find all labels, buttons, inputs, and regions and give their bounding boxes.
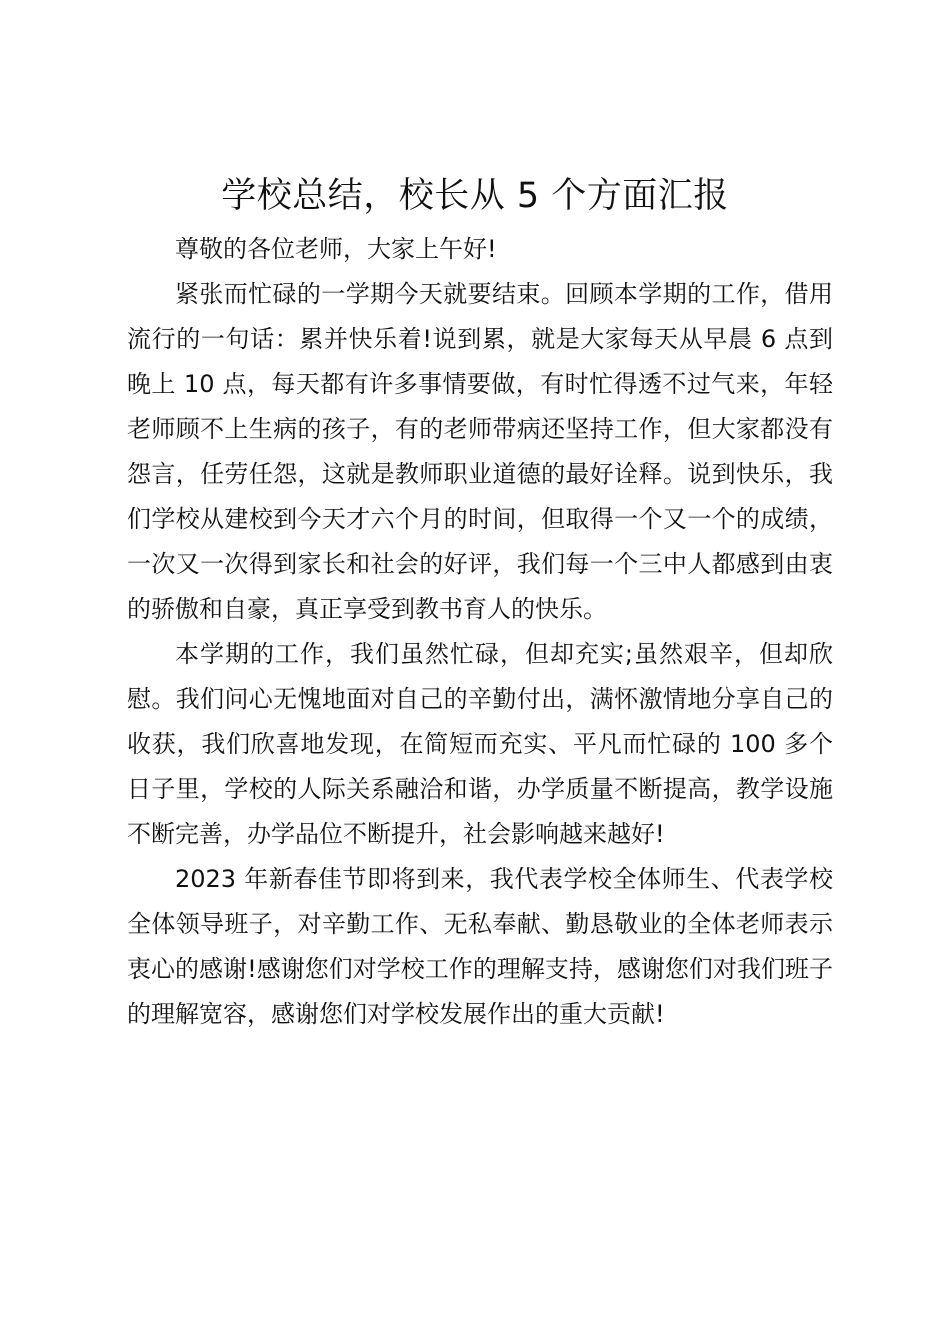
paragraph-2: 本学期的工作，我们虽然忙碌，但却充实;虽然艰辛，但却欣慰。我们问心无愧地面对自己的辛勤付出，满怀激情地分享自己的收获，我们欣喜地发现，在简短而充实、平凡而忙碌的 100 多个日子里，学校的人际关系融洽和谐，办学质量不断提高，教学设施不断完善，办学品位不断提升，社会影响越来越好! <box>127 640 833 848</box>
document-title: 学校总结，校长从 5 个方面汇报 <box>221 176 729 216</box>
paragraph-3: 2023 年新春佳节即将到来，我代表学校全体师生、代表学校全体领导班子，对辛勤工作、无私奉献、勤恳敬业的全体老师表示衷心的感谢!感谢您们对学校工作的理解支持，感谢您们对我们班子的理解宽容，感谢您们对学校发展作出的重大贡献! <box>127 865 833 1028</box>
paragraph-1: 紧张而忙碌的一学期今天就要结束。回顾本学期的工作，借用流行的一句话：累并快乐着!说到累，就是大家每天从早晨 6 点到晚上 10 点，每天都有许多事情要做，有时忙得透不过气来，年轻老师顾不上生病的孩子，有的老师带病还坚持工作，但大家都没有怨言，任劳任怨，这就是教师职业道德的最好诠释。说到快乐，我们学校从建校到今天才六个月的时间，但取得一个又一个的成绩，一次又一次得到家长和社会的好评，我们每一个三中人都感到由衷的骄傲和自豪，真正享受到教书育人的快乐。 <box>127 280 833 623</box>
greeting-paragraph: 尊敬的各位老师，大家上午好! <box>175 235 497 263</box>
document-body <box>127 227 833 1037</box>
